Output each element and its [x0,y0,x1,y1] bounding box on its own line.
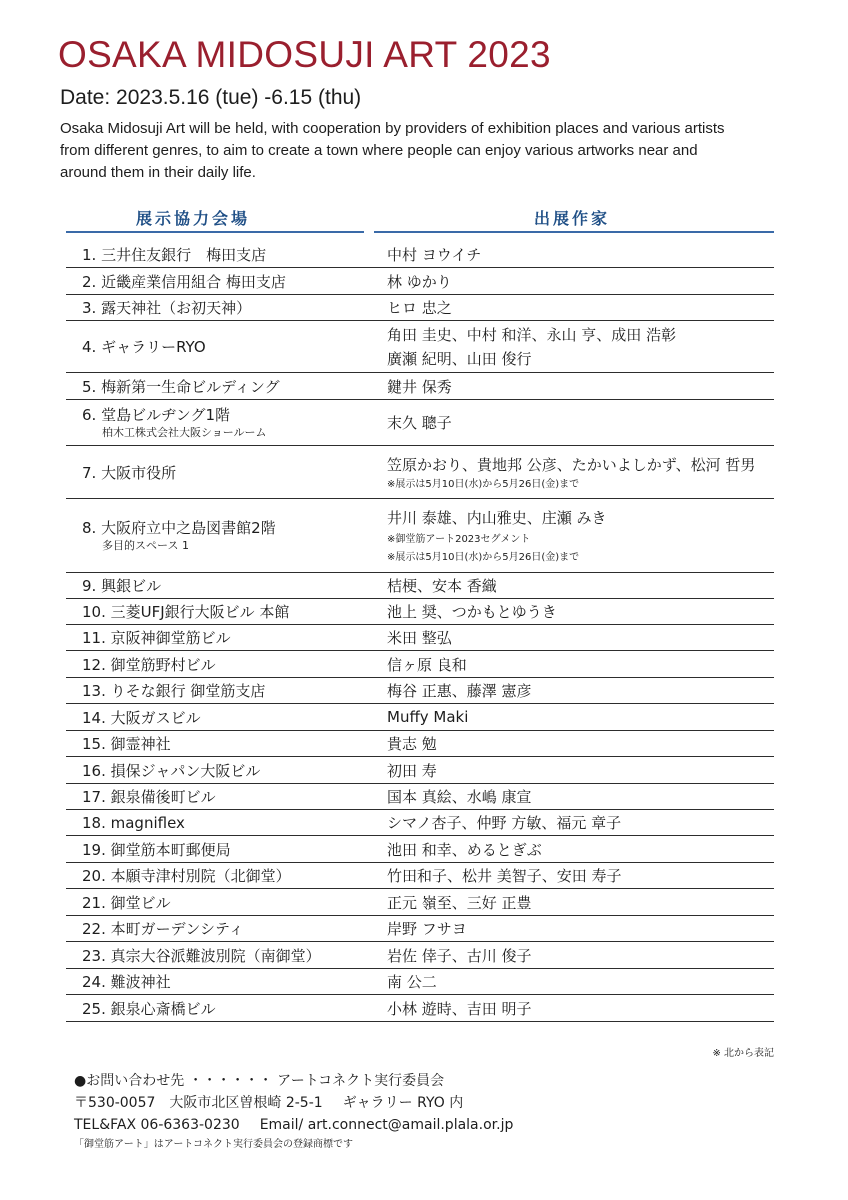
venue-cell: 18. magniflex [82,813,185,832]
exhibit-note: ※展示は5月10日(水)から5月26日(金)まで [387,478,580,490]
table-row [66,599,774,625]
venue-cell: 17. 銀泉備後町ビル [82,788,216,806]
trademark-notice: 「御堂筋アート」はアートコネクト実行委員会の登録商標です [74,1139,353,1150]
artist-cell: 池上 奨、つかもとゆうき [387,603,557,621]
artist-cell: 林 ゆかり [387,272,452,291]
venue-cell: 4. ギャラリーRYO [82,338,206,356]
table-row [66,757,774,784]
table-row [66,242,774,268]
table-row [66,889,774,916]
artist-cell: 正元 嶺至、三好 正豊 [387,893,532,912]
table-row [66,573,774,599]
tel-fax: TEL&FAX 06-6363-0230 [74,1117,240,1133]
gallery-name: ギャラリー RYO 内 [342,1095,464,1111]
table-row [66,969,774,995]
table-row [66,373,774,400]
table-row [66,446,774,499]
venue-sub-label: 多目的スペース 1 [102,539,189,552]
artist-cell: 桔梗、安本 香織 [387,577,497,595]
table-row [66,784,774,810]
contact-heading: ●お問い合わせ先 ・・・・・・ アートコネクト実行委員会 [74,1073,445,1089]
artist-cell: 末久 聰子 [387,414,452,432]
venue-cell: 16. 損保ジャパン大阪ビル [82,761,261,780]
artist-cell: 初田 寿 [387,761,437,780]
venue-cell: 5. 梅新第一生命ビルディング [82,377,280,396]
table-row [66,268,774,295]
venue-cell: 12. 御堂筋野村ビル [82,655,216,674]
venue-cell: 2. 近畿産業信用組合 梅田支店 [82,272,286,291]
artist-cell: Muffy Maki [387,708,469,726]
artist-cell: 笠原かおり、貴地邦 公彦、たかいよしかず、松河 哲男 ※展示は5月10日(水)から5月26日(金)まで [369,446,774,498]
table-row [66,731,774,757]
venue-cell: 20. 本願寺津村別院（北御堂） [82,867,291,885]
event-date: Date: 2023.5.16 (tue) -6.15 (thu) [60,86,362,109]
artist-cell: ヒロ 忠之 [387,299,452,317]
venue-cell: 25. 銀泉心斎橋ビル [82,999,216,1018]
table-row [66,499,774,573]
artist-cell: 梅谷 正惠、藤澤 憲彦 [387,682,532,700]
table-row [66,321,774,373]
contact-phone-line [74,1114,513,1136]
table-row [66,651,774,678]
postal-address: 〒530-0057 大阪市北区曽根崎 2-5-1 [74,1095,323,1111]
exhibit-note: ※展示は5月10日(水)から5月26日(金)まで [387,552,580,563]
venue-cell: 7. 大阪市役所 [82,463,177,482]
table-row [66,995,774,1022]
table-row [66,863,774,889]
table-row [66,836,774,863]
venue-cell: 11. 京阪神御堂筋ビル [82,629,231,647]
artist-cell: シマノ杏子、仲野 方敏、福元 章子 [387,814,622,832]
table-row [66,942,774,969]
venue-sub-label: 柏木工株式会社大阪ショールーム [102,426,267,439]
artist-cell: 貴志 勉 [387,735,437,753]
table-row [66,810,774,836]
venue-cell: 10. 三菱UFJ銀行大阪ビル 本館 [82,603,290,621]
table-row [66,704,774,731]
venue-cell: 14. 大阪ガスビル [82,708,201,727]
artist-cell: 角田 圭史、中村 和洋、永山 亨、成田 浩彰 廣瀬 紀明、山田 俊行 [387,325,677,368]
venue-cell: 21. 御堂ビル [82,893,171,912]
table-row [66,678,774,704]
artist-cell: 鍵井 保秀 [387,377,452,396]
venue-cell: 23. 真宗大谷派難波別院（南御堂） [82,946,321,965]
artist-cell: 国本 真絵、水嶋 康宣 [387,788,532,806]
venue-cell: 13. りそな銀行 御堂筋支店 [82,682,266,700]
venue-cell: 15. 御霊神社 [82,735,171,753]
venue-header-rule [66,231,364,233]
artist-cell: 南 公二 [387,973,437,991]
artist-cell: 小林 遊時、吉田 明子 [387,999,532,1018]
email-address[interactable]: Email/ art.connect@amail.plala.or.jp [259,1117,514,1133]
contact-block [74,1070,513,1154]
venue-cell: 9. 興銀ビル [82,577,162,595]
venue-artist-table [66,242,774,1022]
exhibit-note: ※御堂筋アート2023セグメント [387,534,531,545]
venue-cell: 19. 御堂筋本町郵便局 [82,840,231,859]
artist-cell: 米田 整弘 [387,629,452,647]
page-title: OSAKA MIDOSUJI ART 2023 [58,34,551,75]
table-row [66,916,774,942]
venue-cell: 22. 本町ガーデンシティ [82,920,244,938]
contact-address-line [74,1092,513,1114]
intro-text: Osaka Midosuji Art will be held, with cooperation by providers of exhibition places and various artists from different genres, to aim to create a town where people can enjoy various artworks near and around them in their daily life. [60,120,725,181]
table-row [66,400,774,446]
venue-column-header: 展示協力会場 [136,209,251,228]
artist-cell: 中村 ヨウイチ [387,246,482,264]
venue-cell: 6. 堂島ビルヂング1階 柏木工株式会社大阪ショールーム [66,400,369,445]
venue-cell: 8. 大阪府立中之島図書館2階 多目的スペース 1 [66,499,369,572]
artist-cell: 岸野 フサヨ [387,920,467,938]
artist-cell: 竹田和子、松井 美智子、安田 寿子 [387,867,622,885]
artist-cell: 岩佐 倖子、古川 俊子 [387,946,532,965]
venue-cell: 24. 難波神社 [82,973,171,991]
artist-column-header: 出展作家 [534,209,611,228]
artist-cell: 池田 和幸、めるとぎぶ [387,840,542,859]
artist-cell: 井川 泰雄、内山雅史、庄瀬 みき ※御堂筋アート2023セグメント ※展示は5月10日(水)から5月26日(金)まで [369,499,774,572]
artist-cell: 信ヶ原 良和 [387,655,467,674]
table-row [66,295,774,321]
venue-cell: 3. 露天神社（お初天神） [82,299,252,317]
artist-header-rule [374,231,774,233]
order-footnote: ※ 北から表記 [712,1048,774,1059]
table-row [66,625,774,651]
venue-cell: 1. 三井住友銀行 梅田支店 [82,246,267,264]
